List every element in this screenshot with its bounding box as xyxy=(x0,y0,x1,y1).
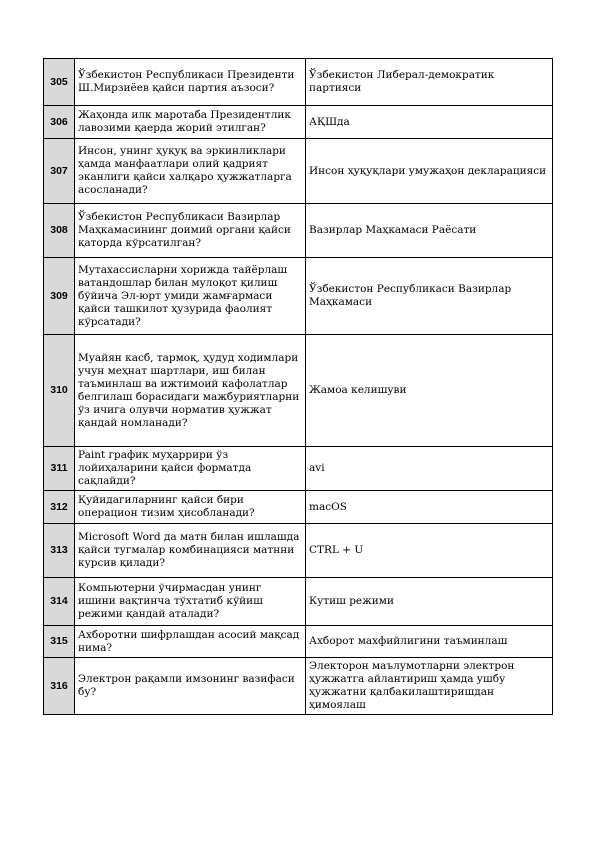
question-text: Мутахассисларни хорижда тайёрлаш ватандошлар билан мулоқот қилиш бўйича Эл-юрт умиди жамғармаси қайси ташкилот ҳузурида фаолият кўрсатади? xyxy=(75,258,306,335)
table-row xyxy=(44,626,553,658)
answer-text: macOS xyxy=(306,491,553,524)
answer-text: Жамоа келишуви xyxy=(306,335,553,447)
table-row xyxy=(44,447,553,491)
question-text: Ахборотни шифрлашдан асосий мақсад нима? xyxy=(75,626,306,658)
answer-text: CTRL + U xyxy=(306,524,553,578)
question-text: Инсон, унинг ҳуқуқ ва эркинликлари ҳамда манфаатлари олий қадрият эканлиги қайси халқаро ҳужжатларга асосланади? xyxy=(75,139,306,204)
question-text: Microsoft Word да матн билан ишлашда қайси тугмалар комбинацияси матнни курсив қилади? xyxy=(75,524,306,578)
table-row xyxy=(44,106,553,139)
question-number: 315 xyxy=(44,626,75,658)
question-number: 312 xyxy=(44,491,75,524)
question-text: Ўзбекистон Республикаси Вазирлар Маҳкамасининг доимий органи қайси қаторда кўрсатилган? xyxy=(75,204,306,258)
answer-text: Электорон маълумотларни электрон ҳужжатга айлантириш ҳамда ушбу ҳужжатни қалбакилаштиришдан ҳимоялаш xyxy=(306,658,553,715)
question-number: 308 xyxy=(44,204,75,258)
answer-text: Ўзбекистон Республикаси Вазирлар Маҳкамаси xyxy=(306,258,553,335)
question-text: Компьютерни ўчирмасдан унинг ишини вақтинча тўхтатиб кўйиш режими қандай аталади? xyxy=(75,578,306,626)
table-row xyxy=(44,524,553,578)
question-text: Жаҳонда илк маротаба Президентлик лавозими қаерда жорий этилган? xyxy=(75,106,306,139)
table-row xyxy=(44,139,553,204)
table-row xyxy=(44,204,553,258)
answer-text: АҚШда xyxy=(306,106,553,139)
question-number: 314 xyxy=(44,578,75,626)
answer-text: Кутиш режими xyxy=(306,578,553,626)
answer-text: avi xyxy=(306,447,553,491)
answer-text: Инсон ҳуқуқлари умужаҳон декларацияси xyxy=(306,139,553,204)
question-number: 306 xyxy=(44,106,75,139)
table-row xyxy=(44,491,553,524)
answer-text: Ахборот махфийлигини таъминлаш xyxy=(306,626,553,658)
question-text: Электрон рақамли имзонинг вазифаси бу? xyxy=(75,658,306,715)
table-row xyxy=(44,59,553,106)
table-row xyxy=(44,258,553,335)
answer-text: Вазирлар Маҳкамаси Раёсати xyxy=(306,204,553,258)
question-number: 305 xyxy=(44,59,75,106)
question-text: Қуйидагиларнинг қайси бири операцион тизим ҳисобланади? xyxy=(75,491,306,524)
table-row xyxy=(44,578,553,626)
question-number: 311 xyxy=(44,447,75,491)
question-text: Paint график муҳаррири ўз лойиҳаларини қайси форматда сақлайди? xyxy=(75,447,306,491)
answer-text: Ўзбекистон Либерал-демократик партияси xyxy=(306,59,553,106)
table-row xyxy=(44,658,553,715)
table-row xyxy=(44,335,553,447)
question-number: 309 xyxy=(44,258,75,335)
question-number: 316 xyxy=(44,658,75,715)
question-text: Муайян касб, тармоқ, ҳудуд ходимлари учун меҳнат шартлари, иш билан таъминлаш ва ижтимоий кафолатлар белгилаш борасидаги мажбуриятларни ўз ичига олувчи норматив ҳужжат қандай номланади? xyxy=(75,335,306,447)
question-text: Ўзбекистон Республикаси Президенти Ш.Мирзиёев қайси партия аъзоси? xyxy=(75,59,306,106)
question-number: 313 xyxy=(44,524,75,578)
question-number: 307 xyxy=(44,139,75,204)
question-number: 310 xyxy=(44,335,75,447)
questions-table xyxy=(43,58,553,715)
